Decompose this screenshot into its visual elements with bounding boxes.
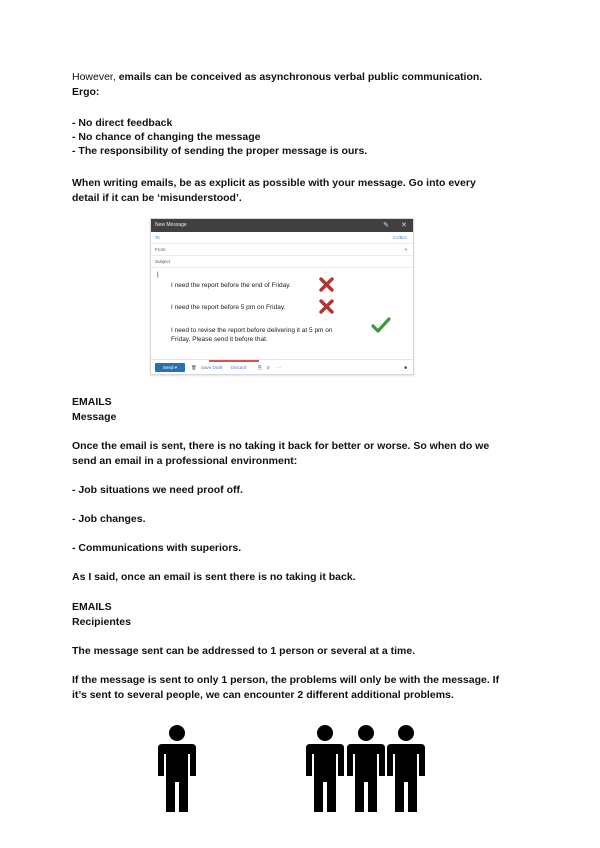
attachment-count: 0 xyxy=(267,365,270,370)
list-item: - Job changes. xyxy=(72,513,146,525)
to-row xyxy=(151,232,413,244)
intro-lead: However, xyxy=(72,71,119,83)
section1-paragraph xyxy=(72,439,532,468)
list-item: - No direct feedback xyxy=(72,117,173,129)
points-list xyxy=(72,116,532,158)
section-heading xyxy=(72,395,532,424)
paragraph-line: send an email in a professional environment: xyxy=(72,454,298,467)
example-line: I need the report before the end of Friday. xyxy=(171,282,291,289)
recipients-problems-paragraph xyxy=(72,673,532,702)
to-label: To xyxy=(155,235,160,240)
close-icon: ✕ xyxy=(401,222,407,229)
paragraph-line: it’s sent to several people, we can encounter 2 different additional problems. xyxy=(72,688,454,701)
from-label: From xyxy=(155,247,166,252)
trash-icon[interactable]: 🗑 xyxy=(191,365,197,370)
cross-icon xyxy=(319,277,334,292)
advice-paragraph xyxy=(72,176,532,205)
send-button[interactable]: Send ▾ xyxy=(155,363,185,372)
section-title: EMAILS xyxy=(72,396,112,408)
example-line: I need to revise the report before delivering it at 5 pm on xyxy=(171,327,333,334)
divider xyxy=(209,360,259,362)
person-icon xyxy=(156,724,198,814)
checkmark-icon xyxy=(371,316,391,334)
list-item: - Communications with superiors. xyxy=(72,542,242,554)
section-subtitle: Recipientes xyxy=(72,615,131,628)
compose-titlebar xyxy=(151,219,413,232)
list-item: - No chance of changing the message xyxy=(72,131,261,143)
advice-line: When writing emails, be as explicit as possible with your message. Go into every xyxy=(72,177,476,189)
save-draft-button[interactable]: Save Draft xyxy=(201,365,223,370)
list-item: - Job situations we need proof off. xyxy=(72,484,243,496)
closing-statement: As I said, once an email is sent there is no taking it back. xyxy=(72,571,356,583)
send-label: Send xyxy=(162,365,174,370)
cc-bcc-label: Cc/Bcc xyxy=(392,235,407,240)
text-caret: | xyxy=(157,271,159,278)
paragraph-line: Once the email is sent, there is no taking it back for better or worse. So when do we xyxy=(72,440,490,452)
advice-line: detail if it can be ‘misunderstood’. xyxy=(72,191,242,204)
intro-strong: emails can be conceived as asynchronous verbal public communication. xyxy=(118,71,483,83)
compose-toolbar xyxy=(151,359,413,374)
paragraph-line: If the message is sent to only 1 person, the problems will only be with the message. If xyxy=(72,674,500,686)
attach-icon[interactable]: ⎘ xyxy=(258,365,262,370)
person-icon xyxy=(304,724,346,814)
section-title: EMAILS xyxy=(72,601,112,613)
example-line: I need the report before 5 pm on Friday. xyxy=(171,304,286,311)
email-compose-mockup xyxy=(150,218,414,375)
list-item: - The responsibility of sending the proper message is ours. xyxy=(72,145,368,157)
section-subtitle: Message xyxy=(72,410,117,423)
intro-paragraph xyxy=(72,70,532,99)
from-row xyxy=(151,244,413,256)
subject-row xyxy=(151,256,413,268)
recipients-paragraph: The message sent can be addressed to 1 person or several at a time. xyxy=(72,645,416,657)
subject-label: Subject xyxy=(155,259,171,264)
delete-icon[interactable]: ■ xyxy=(404,365,407,370)
more-options-button[interactable]: ··· xyxy=(277,365,282,370)
intro-ergo: Ergo: xyxy=(72,85,100,98)
minimize-icon: ✎ xyxy=(383,222,389,229)
discard-button[interactable]: Discard xyxy=(231,365,247,370)
compose-title: New Message xyxy=(155,222,187,228)
person-icon xyxy=(345,724,387,814)
person-icon xyxy=(385,724,427,814)
chevron-down-icon: ▾ xyxy=(404,247,407,252)
example-line-continued: Friday. Please send it before that. xyxy=(171,336,268,343)
section-heading xyxy=(72,600,532,629)
cross-icon xyxy=(319,299,334,314)
